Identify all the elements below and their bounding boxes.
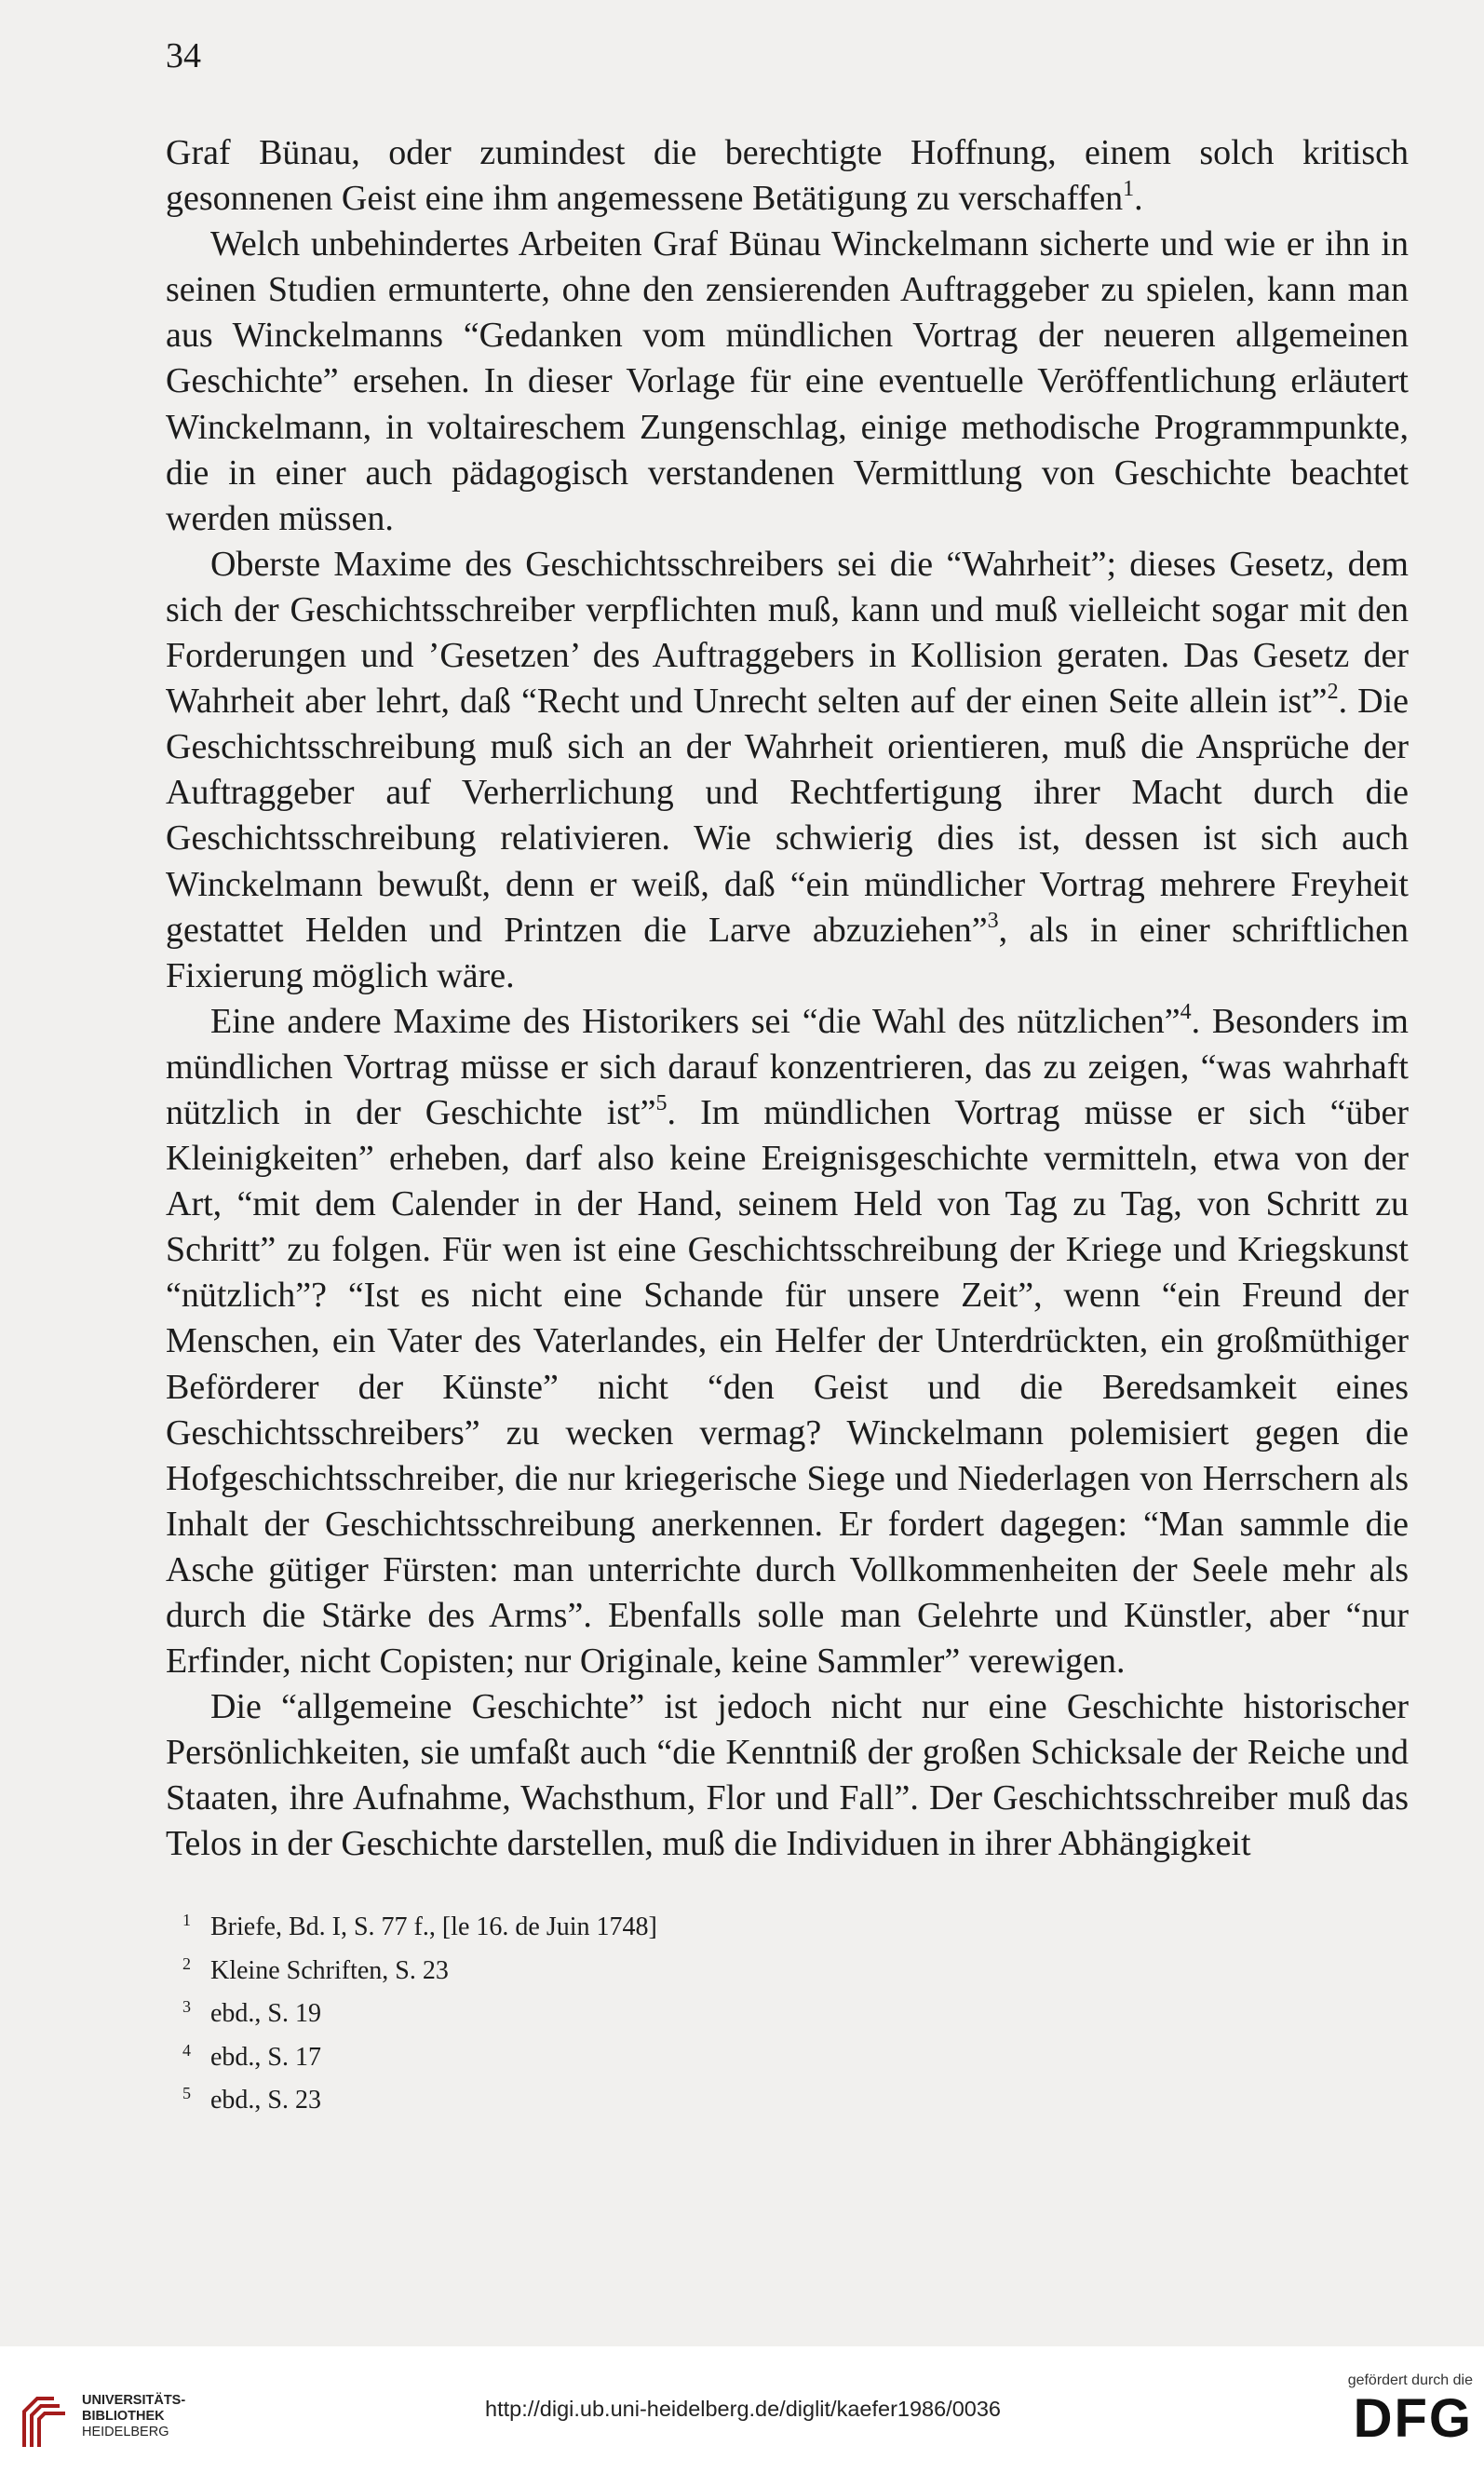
paragraph-text: Oberste Maxime des Geschichtsschreibers sei die “Wahrheit”; dieses Gesetz, dem sich der Geschichtsschreiber verpflichten muß, kann und muß vielleicht sogar mit den Forderungen und ’Gesetzen’ des Auftraggebers in Kollision geraten. Das Gesetz der Wahrheit aber lehrt, daß “Recht und Unrecht selten auf der einen Seite allein ist” — [166, 544, 1409, 722]
footnote-number: 3 — [182, 1997, 191, 2016]
footnote-text: ebd., S. 23 — [210, 2086, 321, 2115]
paragraph-text: Eine andere Maxime des Historikers sei “die Wahl des nützlichen” — [210, 1001, 1180, 1041]
paragraph-3 — [166, 542, 1409, 999]
paragraph-text: , als in einer schriftlichen Fixierung möglich wäre. — [166, 910, 1410, 995]
footnote-ref[interactable]: 2 — [1327, 680, 1339, 705]
footnote-2 — [182, 1946, 657, 1990]
funding-caption: gefördert durch die — [1347, 2372, 1473, 2388]
footnotes — [182, 1902, 657, 2119]
paragraph-4 — [166, 999, 1409, 1684]
paragraph-1 — [166, 130, 1409, 222]
footnote-ref[interactable]: 3 — [987, 908, 999, 933]
library-name — [82, 2393, 185, 2440]
footnote-4 — [182, 2033, 657, 2076]
footnote-5 — [182, 2075, 657, 2119]
funding-block — [1315, 2372, 1473, 2449]
footnote-ref[interactable]: 4 — [1180, 999, 1192, 1024]
footnote-text: Kleine Schriften, S. 23 — [210, 1955, 449, 1985]
page-number: 34 — [166, 36, 201, 75]
footnote-1 — [182, 1902, 657, 1946]
paragraph-text: Die “allgemeine Geschichte” ist jedoch nicht nur eine Geschichte historischer Persönlichkeiten, sie umfaßt auch “die Kenntniß der großen Schicksale der Reiche und Staaten, ihre Aufnahme, Wachsthum, Flor und Fall”. Der Geschichtsschreiber muß das Telos in der Geschichte darstellen, muß die Individuen in ihrer Abhängigkeit — [166, 1687, 1409, 1864]
paragraph-text: Welch unbehindertes Arbeiten Graf Bünau Winckelmann sicherte und wie er ihn in seinen Studien ermunterte, ohne den zensierenden Auftraggeber zu spielen, kann man aus Winckelmanns “Gedanken vom mündlichen Vortrag der neueren allgemeinen Geschichte” ersehen. In dieser Vorlage für eine eventuelle Veröffentlichung erläutert Winckelmann, in voltaireschem Zungenschlag, einige methodische Programmpunkte, die in einer auch pädagogisch verstandenen Vermittlung von Geschichte beachtet werden müssen. — [166, 224, 1409, 538]
footnote-number: 2 — [182, 1953, 191, 1973]
paragraph-2 — [166, 222, 1409, 542]
dfg-logo: DFG — [1353, 2388, 1473, 2449]
paragraph-text: . Im mündlichen Vortrag müsse er sich “über Kleinigkeiten” erheben, darf also keine Ereignisgeschichte vermitteln, etwa von der Art, “mit dem Calender in der Hand, seinem Held von Tag zu Tag, von Schritt zu Schritt” zu folgen. Für wen ist eine Geschichtsschreibung der Kriege und Kriegskunst “nützlich”? “Ist es nicht eine Schande für unsere Zeit”, wenn “ein Freund der Menschen, ein Vater des Vaterlandes, ein Helfer der Unterdrückten, ein großmüthiger Beförderer der Künste” nicht “den Geist und die Beredsamkeit eines Geschichtsschreibers” zu wecken vermag? Winckelmann polemisiert gegen die Hofgeschichtsschreiber, die nur kriegerische Siege und Niederlagen von Herrschern als Inhalt der Geschichtsschreibung anerkennen. Er fordert dagegen: “Man sammle die Asche gütiger Fürsten: man unterrichte durch Vollkommenheiten der Seele mehr als durch die Stärke des Arms”. Ebenfalls solle man Gelehrte und Künstler, aber “nur Erfinder, nicht Copisten; nur Originale, keine Sammler” verewigen. — [166, 1092, 1409, 1682]
paragraph-text: Graf Bünau, oder zumindest die berechtigte Hoffnung, einem solch kritisch gesonnenen Geist eine ihm angemessene Betätigung zu verschaffen — [166, 133, 1409, 219]
source-url-link[interactable]: http://digi.ub.uni-heidelberg.de/diglit/kaefer1986/0036 — [485, 2397, 1001, 2421]
paragraph-text: . — [1134, 179, 1143, 219]
footnote-text: Briefe, Bd. I, S. 77 f., [le 16. de Juin 1748] — [210, 1912, 657, 1941]
footnote-number: 1 — [182, 1911, 191, 1929]
footnote-ref[interactable]: 1 — [1123, 177, 1135, 202]
footnote-number: 5 — [182, 2084, 191, 2102]
footnote-number: 4 — [182, 2040, 191, 2060]
paragraph-5 — [166, 1684, 1409, 1867]
library-name-line: BIBLIOTHEK — [82, 2409, 165, 2424]
paragraph-text: . Besonders im mündlichen Vortrag müsse er sich darauf konzentrieren, das zu zeigen, “was wahrhaft nützlich in der Geschichte ist” — [166, 1001, 1409, 1132]
footnote-text: ebd., S. 17 — [210, 2042, 321, 2072]
library-name-line: HEIDELBERG — [82, 2425, 169, 2439]
body-text — [166, 130, 1409, 1868]
footnote-ref[interactable]: 5 — [655, 1090, 668, 1115]
university-library-logo-icon — [17, 2389, 69, 2451]
paragraph-text: . Die Geschichtsschreibung muß sich an der Wahrheit orientieren, muß die Ansprüche der Auftraggeber auf Verherrlichung und Rechtfertigung ihrer Macht durch die Geschichtsschreibung relativieren. Wie schwierig dies ist, dessen ist sich auch Winckelmann bewußt, denn er weiß, daß “ein mündlicher Vortrag mehrere Freyheit gestattet Helden und Printzen die Larve abzuziehen” — [166, 682, 1409, 950]
footnote-3 — [182, 1989, 657, 2033]
library-name-line: UNIVERSITÄTS- — [82, 2393, 186, 2408]
footnote-text: ebd., S. 19 — [210, 1999, 321, 2028]
